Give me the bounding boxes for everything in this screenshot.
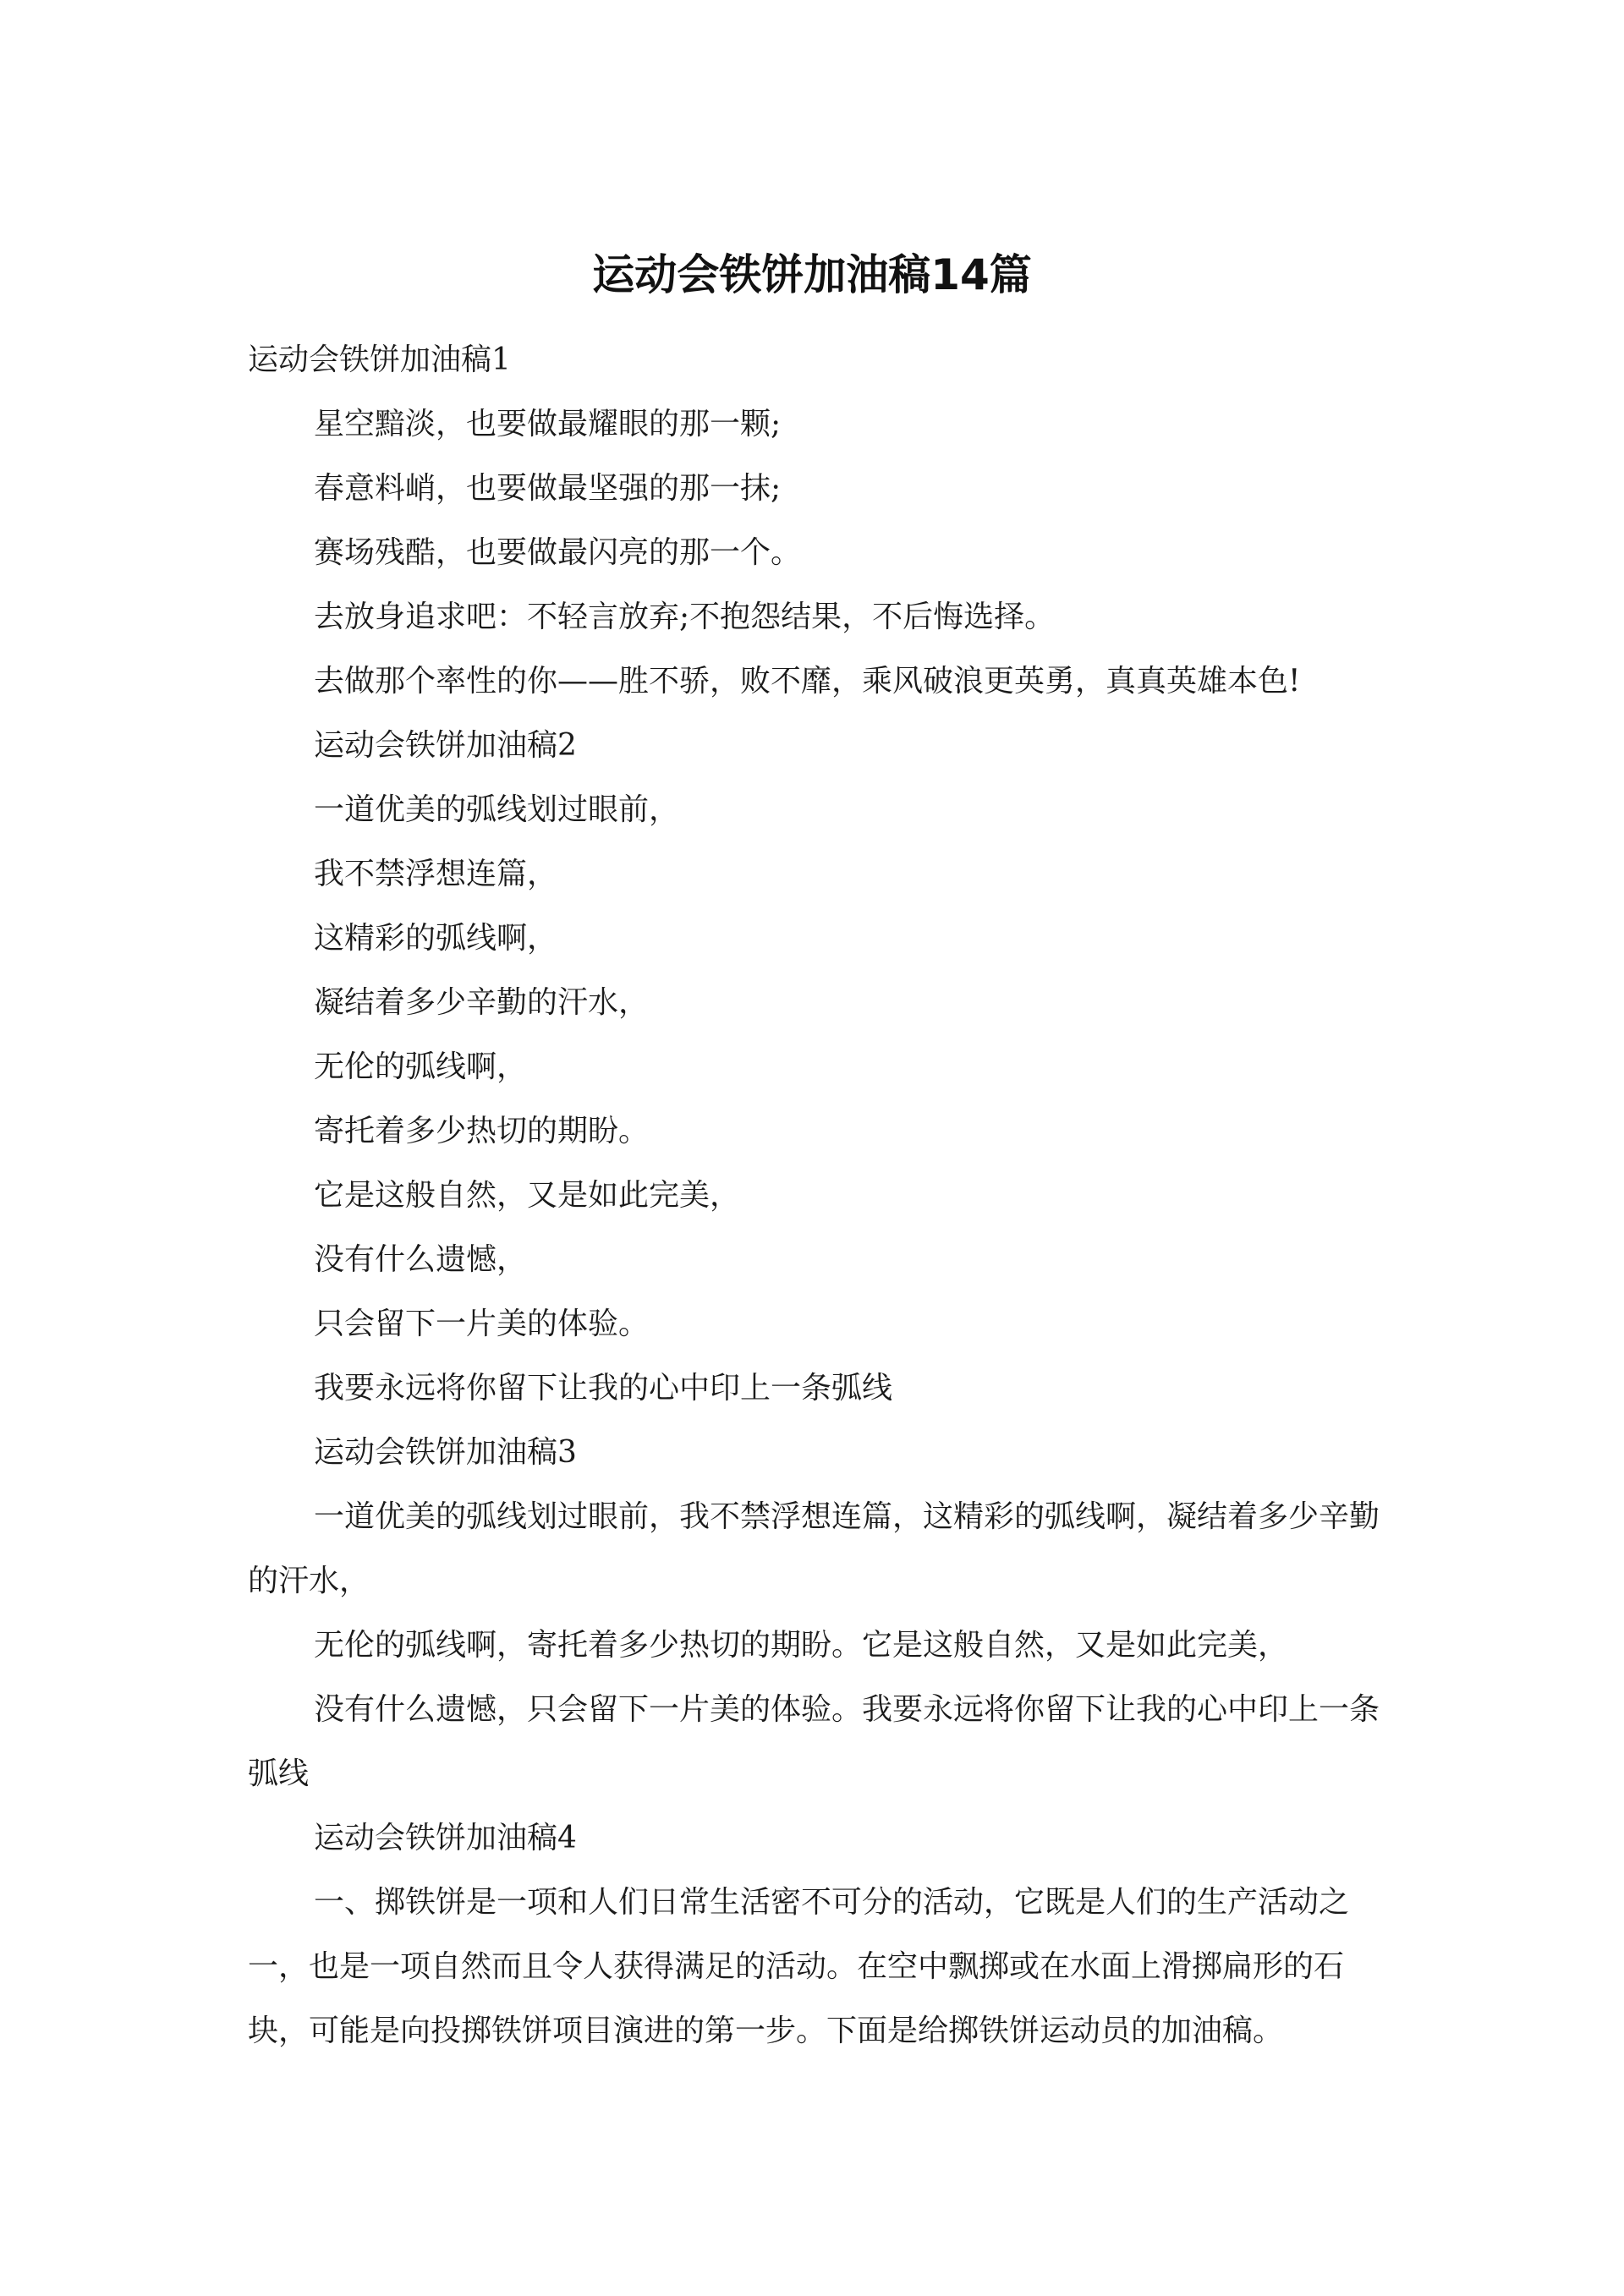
text-line: 赛场残酷，也要做最闪亮的那一个。	[314, 535, 802, 570]
text-line: 星空黯淡，也要做最耀眼的那一颗;	[314, 407, 782, 441]
text-line: 我要永远将你留下让我的心中印上一条弧线	[314, 1371, 893, 1406]
text-line: 寄托着多少热切的期盼。	[314, 1114, 650, 1148]
text-line: 我不禁浮想连篇，	[314, 857, 558, 891]
section-heading-4: 运动会铁饼加油稿4	[314, 1821, 577, 1855]
text-line: 只会留下一片美的体验。	[314, 1307, 650, 1341]
document-body	[248, 328, 1381, 2063]
section-heading-1: 运动会铁饼加油稿1	[248, 342, 511, 377]
text-line: 凝结着多少辛勤的汗水，	[314, 985, 650, 1020]
paragraph: 一、掷铁饼是一项和人们日常生活密不可分的活动，它既是人们的生产活动之一，也是一项自然而且令人获得满足的活动。在空中飘掷或在水面上滑掷扁形的石块，可能是向投掷铁饼项目演进的第一步。下面是给掷铁饼运动员的加油稿。	[248, 1885, 1350, 2048]
paragraph: 一道优美的弧线划过眼前，我不禁浮想连篇，这精彩的弧线啊，凝结着多少辛勤的汗水，	[248, 1499, 1380, 1598]
text-line: 去做那个率性的你——胜不骄，败不靡，乘风破浪更英勇，真真英雄本色!	[314, 664, 1301, 699]
text-line: 这精彩的弧线啊，	[314, 921, 558, 956]
text-line: 春意料峭，也要做最坚强的那一抹;	[314, 471, 782, 506]
section-heading-2: 运动会铁饼加油稿2	[314, 728, 577, 763]
text-line: 它是这般自然，又是如此完美，	[314, 1178, 741, 1213]
paragraph: 无伦的弧线啊，寄托着多少热切的期盼。它是这般自然，又是如此完美，	[314, 1628, 1289, 1663]
section-heading-3: 运动会铁饼加油稿3	[314, 1435, 577, 1470]
text-line: 去放身追求吧：不轻言放弃;不抱怨结果，不后悔选择。	[314, 600, 1056, 634]
document-title: 运动会铁饼加油稿14篇	[592, 250, 1032, 299]
text-line: 一道优美的弧线划过眼前，	[314, 792, 680, 827]
paragraph: 没有什么遗憾，只会留下一片美的体验。我要永远将你留下让我的心中印上一条弧线	[248, 1692, 1380, 1791]
text-line: 没有什么遗憾，	[314, 1242, 528, 1277]
text-line: 无伦的弧线啊，	[314, 1049, 528, 1084]
